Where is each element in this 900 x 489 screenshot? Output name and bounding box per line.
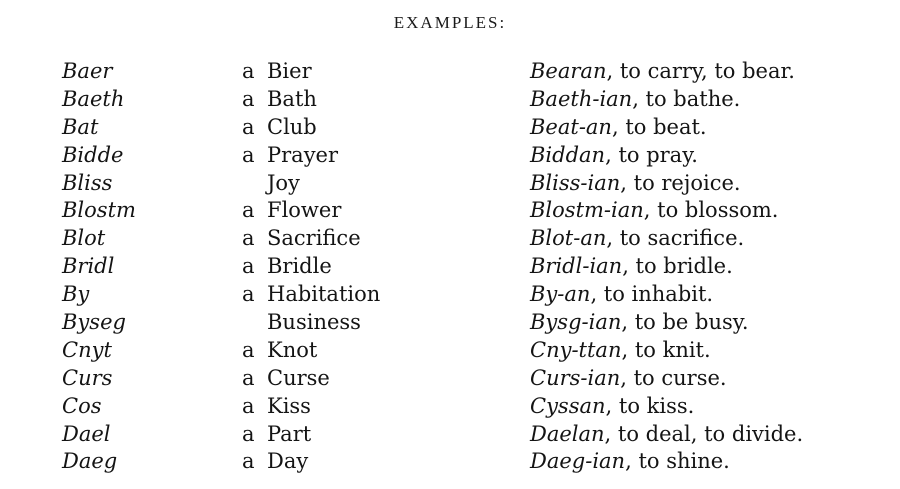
article: a bbox=[242, 337, 255, 362]
noun-meaning bbox=[242, 393, 311, 421]
verb-gloss: , to sacrifice. bbox=[606, 226, 745, 251]
derived-verb bbox=[530, 114, 707, 142]
article: a bbox=[242, 59, 255, 83]
noun: Day bbox=[267, 449, 309, 474]
verb-form: Biddan bbox=[530, 142, 606, 167]
source-word: Baer bbox=[62, 59, 113, 83]
verb-gloss: , to knit. bbox=[621, 337, 711, 362]
source-word: Cnyt bbox=[62, 337, 112, 362]
table-row bbox=[0, 281, 900, 309]
noun-meaning bbox=[242, 309, 361, 337]
article: a bbox=[242, 421, 255, 446]
article: a bbox=[242, 86, 255, 111]
noun-meaning bbox=[242, 448, 308, 476]
verb-gloss: , to deal, to divide. bbox=[604, 421, 804, 446]
noun: Bier bbox=[267, 59, 312, 83]
verb-gloss: , to bridle. bbox=[622, 254, 733, 279]
source-word: Dael bbox=[62, 421, 111, 446]
verb-gloss: , to beat. bbox=[611, 114, 707, 139]
noun: Knot bbox=[267, 337, 318, 362]
verb-form: Baeth-ian bbox=[530, 86, 633, 111]
noun-meaning bbox=[242, 225, 361, 253]
verb-gloss: , to kiss. bbox=[605, 393, 695, 418]
derived-verb bbox=[530, 142, 698, 170]
noun: Curse bbox=[267, 365, 330, 390]
article: a bbox=[242, 393, 255, 418]
noun-meaning bbox=[242, 197, 341, 225]
noun: Bath bbox=[267, 86, 317, 111]
noun-meaning bbox=[242, 114, 317, 142]
noun-meaning bbox=[242, 170, 300, 198]
noun: Sacrifice bbox=[267, 226, 361, 251]
verb-gloss: , to rejoice. bbox=[620, 170, 741, 195]
article: a bbox=[242, 282, 255, 307]
noun-meaning bbox=[242, 58, 312, 86]
verb-form: Bysg-ian bbox=[530, 310, 622, 335]
verb-form: Beat-an bbox=[530, 114, 612, 139]
noun: Joy bbox=[267, 170, 300, 195]
verb-form: Bridl-ian bbox=[530, 254, 623, 279]
verb-gloss: , to be busy. bbox=[621, 310, 749, 335]
source-word: Curs bbox=[62, 365, 113, 390]
verb-form: By-an bbox=[530, 282, 591, 307]
noun: Flower bbox=[267, 198, 342, 223]
noun-meaning bbox=[242, 86, 317, 114]
table-row bbox=[0, 421, 900, 449]
noun: Club bbox=[267, 114, 317, 139]
noun-meaning bbox=[242, 421, 311, 449]
derived-verb bbox=[530, 86, 740, 114]
verb-form: Blot-an bbox=[530, 226, 607, 251]
noun: Habitation bbox=[267, 282, 381, 307]
verb-gloss: , to curse. bbox=[620, 365, 727, 390]
source-word: Byseg bbox=[62, 310, 126, 335]
derived-verb bbox=[530, 281, 713, 309]
noun-meaning bbox=[242, 365, 330, 393]
verb-gloss: , to bathe. bbox=[632, 86, 741, 111]
verb-gloss: , to carry, to bear. bbox=[606, 59, 795, 83]
article: a bbox=[242, 449, 255, 474]
verb-form: Bliss-ian bbox=[530, 170, 621, 195]
table-row bbox=[0, 365, 900, 393]
verb-form: Daeg-ian bbox=[530, 449, 626, 474]
table-row bbox=[0, 58, 900, 86]
article: a bbox=[242, 198, 255, 223]
source-word: Bliss bbox=[62, 170, 113, 195]
verb-form: Bearan bbox=[530, 59, 607, 83]
derived-verb bbox=[530, 253, 733, 281]
examples-table bbox=[0, 58, 900, 476]
table-row bbox=[0, 253, 900, 281]
article: a bbox=[242, 226, 255, 251]
page-heading: EXAMPLES: bbox=[393, 13, 507, 32]
derived-verb bbox=[530, 421, 803, 449]
verb-gloss: , to blossom. bbox=[643, 198, 779, 223]
source-word: Bidde bbox=[62, 142, 124, 167]
source-word: Baeth bbox=[62, 86, 125, 111]
table-row bbox=[0, 114, 900, 142]
derived-verb bbox=[530, 337, 711, 365]
article: a bbox=[242, 254, 255, 279]
noun-meaning bbox=[242, 253, 332, 281]
source-word: Cos bbox=[62, 393, 102, 418]
derived-verb bbox=[530, 365, 727, 393]
verb-form: Blostm-ian bbox=[530, 198, 644, 223]
derived-verb bbox=[530, 448, 730, 476]
table-row bbox=[0, 170, 900, 198]
derived-verb bbox=[530, 393, 694, 421]
noun: Part bbox=[267, 421, 312, 446]
noun: Bridle bbox=[267, 254, 332, 279]
table-row bbox=[0, 225, 900, 253]
noun: Kiss bbox=[267, 393, 311, 418]
source-word: By bbox=[62, 282, 90, 307]
noun-meaning bbox=[242, 281, 380, 309]
article: a bbox=[242, 114, 255, 139]
table-row bbox=[0, 142, 900, 170]
source-word: Bat bbox=[62, 114, 99, 139]
source-word: Blostm bbox=[62, 198, 136, 223]
table-row bbox=[0, 337, 900, 365]
noun-meaning bbox=[242, 142, 338, 170]
table-row bbox=[0, 86, 900, 114]
table-row bbox=[0, 309, 900, 337]
derived-verb bbox=[530, 197, 778, 225]
derived-verb bbox=[530, 309, 749, 337]
derived-verb bbox=[530, 225, 744, 253]
derived-verb bbox=[530, 170, 741, 198]
derived-verb bbox=[530, 58, 795, 86]
verb-gloss: , to inhabit. bbox=[590, 282, 714, 307]
verb-form: Curs-ian bbox=[530, 365, 621, 390]
table-row bbox=[0, 393, 900, 421]
verb-form: Cny-ttan bbox=[530, 337, 622, 362]
source-word: Blot bbox=[62, 226, 106, 251]
article: a bbox=[242, 365, 255, 390]
verb-form: Cyssan bbox=[530, 393, 606, 418]
noun-meaning bbox=[242, 337, 317, 365]
article: a bbox=[242, 142, 255, 167]
noun: Prayer bbox=[267, 142, 339, 167]
verb-gloss: , to pray. bbox=[605, 142, 698, 167]
verb-form: Daelan bbox=[530, 421, 605, 446]
table-row bbox=[0, 448, 900, 476]
source-word: Daeg bbox=[62, 449, 118, 474]
source-word: Bridl bbox=[62, 254, 115, 279]
verb-gloss: , to shine. bbox=[625, 449, 730, 474]
table-row bbox=[0, 197, 900, 225]
noun: Business bbox=[267, 310, 361, 335]
